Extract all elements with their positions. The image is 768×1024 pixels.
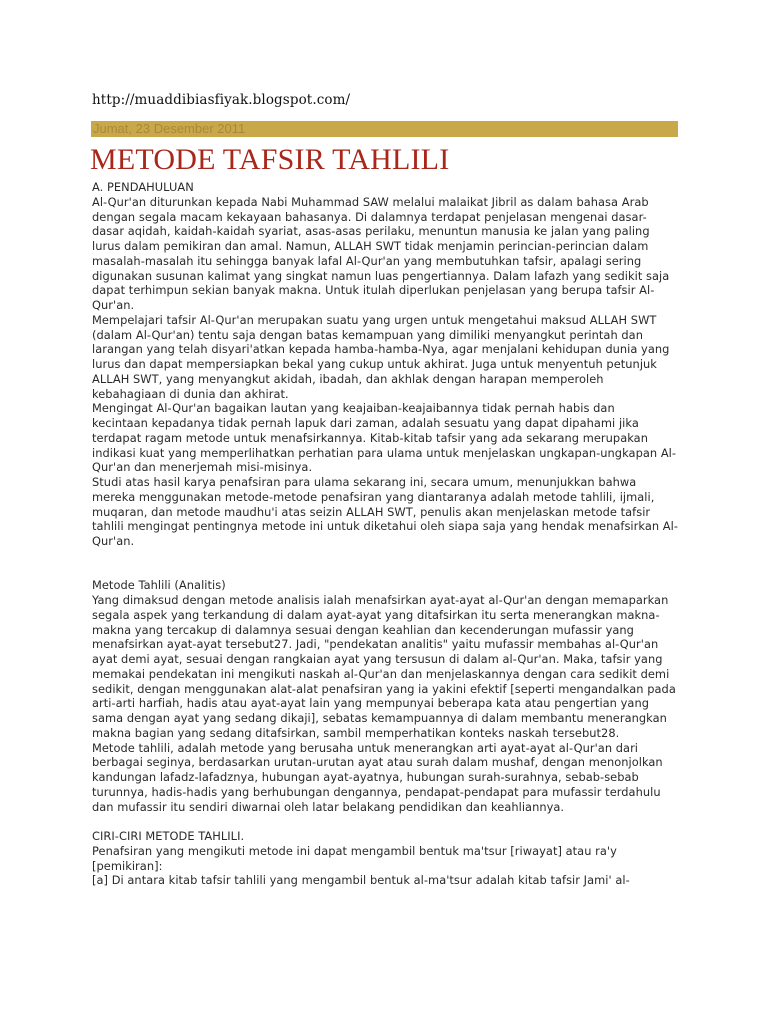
text-line: sedikit, dengan menggunakan alat-alat penafsiran yang ia yakini efektif [seperti mengandalkan pada bbox=[92, 681, 676, 696]
text-line: ALLAH SWT, yang menyangkut akidah, ibadah, dan akhlak dengan harapan memperoleh bbox=[92, 371, 604, 386]
text-line: dan mufassir itu sendiri diwarnai oleh latar belakang pendidikan dan keahliannya. bbox=[92, 799, 565, 814]
text-line: (dalam Al-Qur'an) tentu saja dengan batas kemampuan yang dimiliki menyangkut perintah dan bbox=[92, 327, 643, 342]
text-line: arti-arti harfiah, hadis atau ayat-ayat lain yang mempunyai beberapa kata atau pengertian yang bbox=[92, 696, 649, 711]
text-line: Mengingat Al-Qur'an bagaikan lautan yang keajaiban-keajaibannya tidak pernah habis dan bbox=[92, 401, 615, 416]
text-line: kandungan lafadz-lafadznya, hubungan ayat-ayatnya, hubungan surah-surahnya, sebab-sebab bbox=[92, 770, 639, 784]
text-line: tahlili mengingat pentingnya metode ini untuk diketahui oleh siapa saja yang hendak menafsirkan Al- bbox=[92, 519, 679, 534]
paragraph-pendahuluan bbox=[92, 180, 692, 549]
article-body bbox=[92, 180, 692, 888]
text-line: [a] Di antara kitab tafsir tahlili yang mengambil bentuk al-ma'tsur adalah kitab tafsir Jami' al- bbox=[92, 873, 630, 888]
text-line: digunakan susunan kalimat yang singkat namun luas pengertiannya. Dalam lafazh yang sedikit saja bbox=[92, 268, 670, 283]
text-line: ayat demi ayat, sesuai dengan rangkaian ayat yang tersusun di dalam al-Qur'an. Maka, tafsir yang bbox=[92, 652, 663, 666]
text-line: Metode tahlili, adalah metode yang berusaha untuk menerangkan arti ayat-ayat al-Qur'an dari bbox=[92, 740, 639, 755]
text-line: sama dengan ayat yang sedang dikaji], sebatas kemampuannya di dalam membantu menerangkan bbox=[92, 711, 667, 725]
text-line: Penafsiran yang mengikuti metode ini dapat mengambil bentuk ma'tsur [riwayat] atau ra'y bbox=[92, 843, 617, 858]
text-line: A. PENDAHULUAN bbox=[92, 180, 194, 194]
text-line: turunnya, hadis-hadis yang berhubungan dengannya, pendapat-pendapat para mufassir terdahulu bbox=[92, 784, 661, 799]
text-line: dasar aqidah, kaidah-kaidah syariat, asas-asas perilaku, menuntun manusia ke jalan yang paling bbox=[92, 224, 650, 239]
text-line: muqaran, dan metode maudhu'i atas seizin ALLAH SWT, penulis akan menjelaskan metode tafsir bbox=[92, 504, 651, 519]
text-line: indikasi kuat yang memperlihatkan perhatian para ulama untuk menjelaskan ungkapan-ungkapan Al- bbox=[92, 445, 677, 460]
text-line: Qur'an. bbox=[92, 298, 135, 312]
text-line: Yang dimaksud dengan metode analisis ialah menafsirkan ayat-ayat al-Qur'an dengan memaparkan bbox=[92, 593, 669, 607]
paragraph-gap bbox=[92, 814, 692, 829]
text-line: dapat terhimpun sekian banyak makna. Untuk itulah diperlukan penjelasan yang berupa tafsir Al- bbox=[92, 283, 655, 298]
text-line: memakai pendekatan ini mengikuti naskah al-Qur'an dan menjelaskannya dengan cara sedikit demi bbox=[92, 666, 670, 681]
text-line: [pemikiran]: bbox=[92, 858, 163, 873]
text-line: mereka menggunakan metode-metode penafsiran yang diantaranya adalah metode tahlili, ijmali, bbox=[92, 489, 655, 504]
paragraph-metode-tahlili bbox=[92, 578, 692, 814]
paragraph-gap bbox=[92, 549, 692, 579]
text-line: Metode Tahlili (Analitis) bbox=[92, 578, 226, 593]
text-line: berbagai seginya, berdasarkan urutan-urutan ayat atau surah dalam mushaf, dengan menonjolkan bbox=[92, 755, 663, 770]
text-line: larangan yang telah disyari'atkan kepada hamba-hamba-Nya, agar menjalani kehidupan dunia yang bbox=[92, 342, 670, 357]
text-line: kecintaan kepadanya tidak pernah lapuk dari zaman, adalah sesuatu yang dapat dipahami jika bbox=[92, 416, 639, 430]
article-title: METODE TAFSIR TAHLILI bbox=[90, 143, 450, 176]
text-line: Studi atas hasil karya penafsiran para ulama sekarang ini, secara umum, menunjukkan bahwa bbox=[92, 475, 637, 489]
text-line: lurus dalam pemikiran dan amal. Namun, ALLAH SWT tidak menjamin perincian-perincian dalam bbox=[92, 239, 649, 253]
text-line: makna bagian yang sedang ditafsirkan, sambil memperhatikan konteks naskah tersebut28. bbox=[92, 725, 620, 740]
text-line: CIRI-CIRI METODE TAHLILI. bbox=[92, 829, 245, 843]
text-line: terdapat ragam metode untuk menafsirkannya. Kitab-kitab tafsir yang ada sekarang merupakan bbox=[92, 430, 648, 445]
date-bar bbox=[91, 121, 678, 137]
text-line: Mempelajari tafsir Al-Qur'an merupakan suatu yang urgen untuk mengetahui maksud ALLAH SWT bbox=[92, 312, 657, 327]
text-line: lurus dan dapat mempersiapkan bekal yang cukup untuk akhirat. Juga untuk menyentuh petunjuk bbox=[92, 357, 657, 371]
text-line: kebahagiaan di dunia dan akhirat. bbox=[92, 386, 289, 401]
post-date: Jumat, 23 Desember 2011 bbox=[93, 121, 246, 136]
text-line: Qur'an dan menerjemah misi-misinya. bbox=[92, 460, 313, 475]
paragraph-ciri-ciri bbox=[92, 829, 692, 888]
text-line: Qur'an. bbox=[92, 534, 135, 548]
text-line: masalah-masalah itu sehingga banyak lafal Al-Qur'an yang membutuhkan tafsir, apalagi sering bbox=[92, 253, 642, 268]
text-line: dengan segala macam kekayaan bahasanya. Di dalamnya terdapat penjelasan mengenai dasar- bbox=[92, 209, 647, 224]
blog-url: http://muaddibiasfiyak.blogspot.com/ bbox=[92, 92, 351, 108]
text-line: Al-Qur'an diturunkan kepada Nabi Muhammad SAW melalui malaikat Jibril as dalam bahasa Arab bbox=[92, 194, 649, 209]
text-line: makna yang tercakup di dalamnya sesuai dengan keahlian dan kecenderungan mufassir yang bbox=[92, 622, 634, 637]
text-line: segala aspek yang terkandung di dalam ayat-ayat yang ditafsirkan itu serta menerangkan makna- bbox=[92, 607, 660, 622]
text-line: menafsirkan ayat-ayat tersebut27. Jadi, "pendekatan analitis" yaitu mufassir membahas al-Qur'an bbox=[92, 637, 659, 652]
